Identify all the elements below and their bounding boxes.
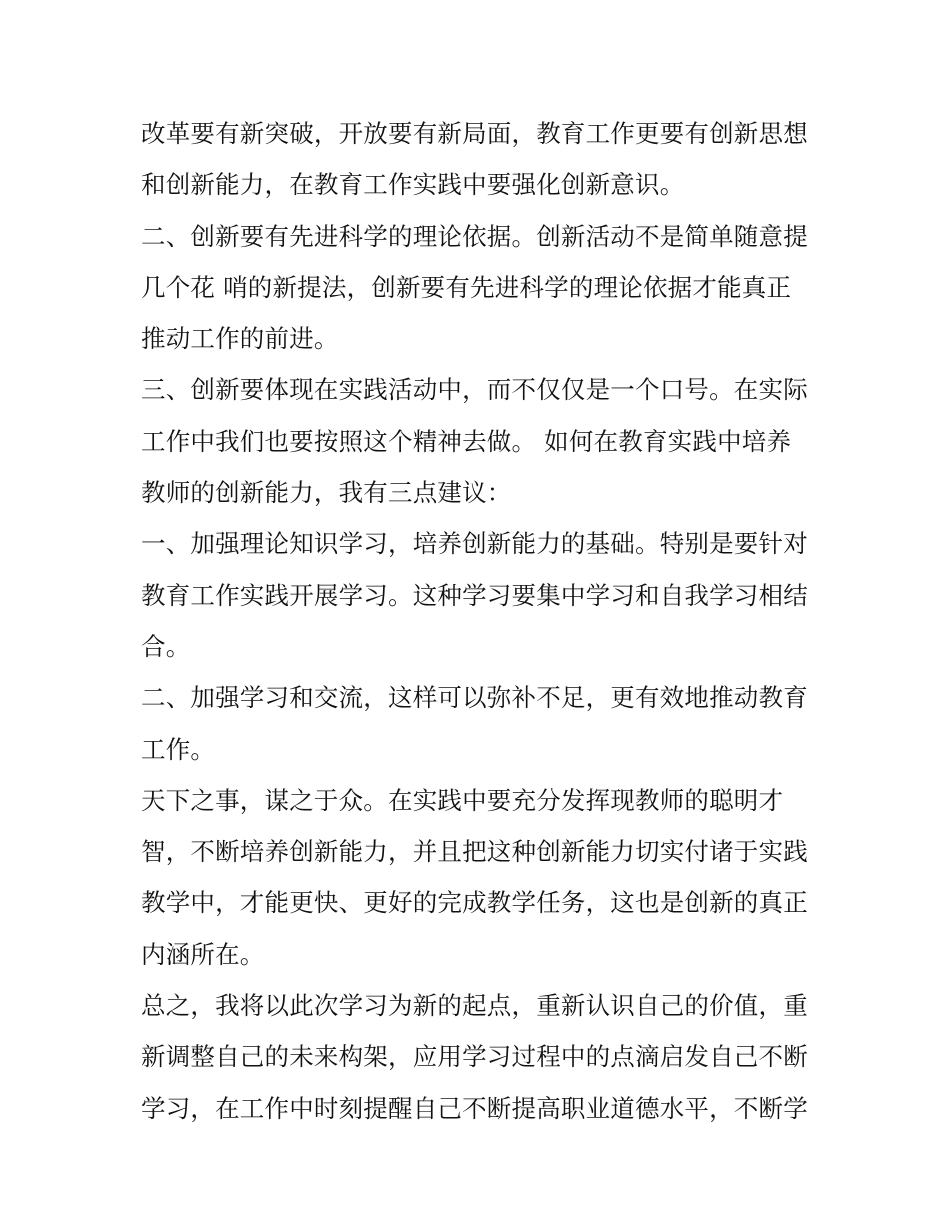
text-line: 工作。 [141,734,216,764]
text-line: 改革要有新突破，开放要有新局面，教育工作更要有创新思想 [141,119,808,148]
text-line: 天下之事，谋之于众。在实践中要充分发挥现教师的聪明才 [141,785,784,815]
text-line: 推动工作的前进。 [141,324,339,354]
text-line: 三、创新要体现在实践活动中，而不仅仅是一个口号。在实际 [141,375,808,405]
document-body [141,108,821,1134]
text-line: 几个花 哨的新提法，创新要有先进科学的理论依据才能真正 [141,272,792,302]
text-line: 二、加强学习和交流，这样可以弥补不足，更有效地推动教育 [141,683,808,713]
text-line: 工作中我们也要按照这个精神去做。 如何在教育实践中培养 [141,426,792,456]
text-line: 和创新能力，在教育工作实践中要强化创新意识。 [141,170,685,200]
text-line: 一、加强理论知识学习，培养创新能力的基础。特别是要针对 [141,529,808,559]
text-line: 新调整自己的未来构架，应用学习过程中的点滴启发自己不断 [141,1042,808,1072]
text-line: 教育工作实践开展学习。这种学习要集中学习和自我学习相结 [141,580,808,610]
text-line: 教学中，才能更快、更好的完成教学任务，这也是创新的真正 [141,888,808,918]
text-line: 学习，在工作中时刻提醒自己不断提高职业道德水平，不断学 [141,1093,808,1123]
text-line: 总之，我将以此次学习为新的起点，重新认识自己的价值，重 [141,991,808,1021]
text-line: 教师的创新能力，我有三点建议： [141,478,512,508]
text-line: 二、创新要有先进科学的理论依据。创新活动不是简单随意提 [141,221,808,251]
text-line: 合。 [141,631,191,661]
text-line: 内涵所在。 [141,939,265,969]
text-line: 智，不断培养创新能力，并且把这种创新能力切实付诸于实践 [141,837,808,867]
